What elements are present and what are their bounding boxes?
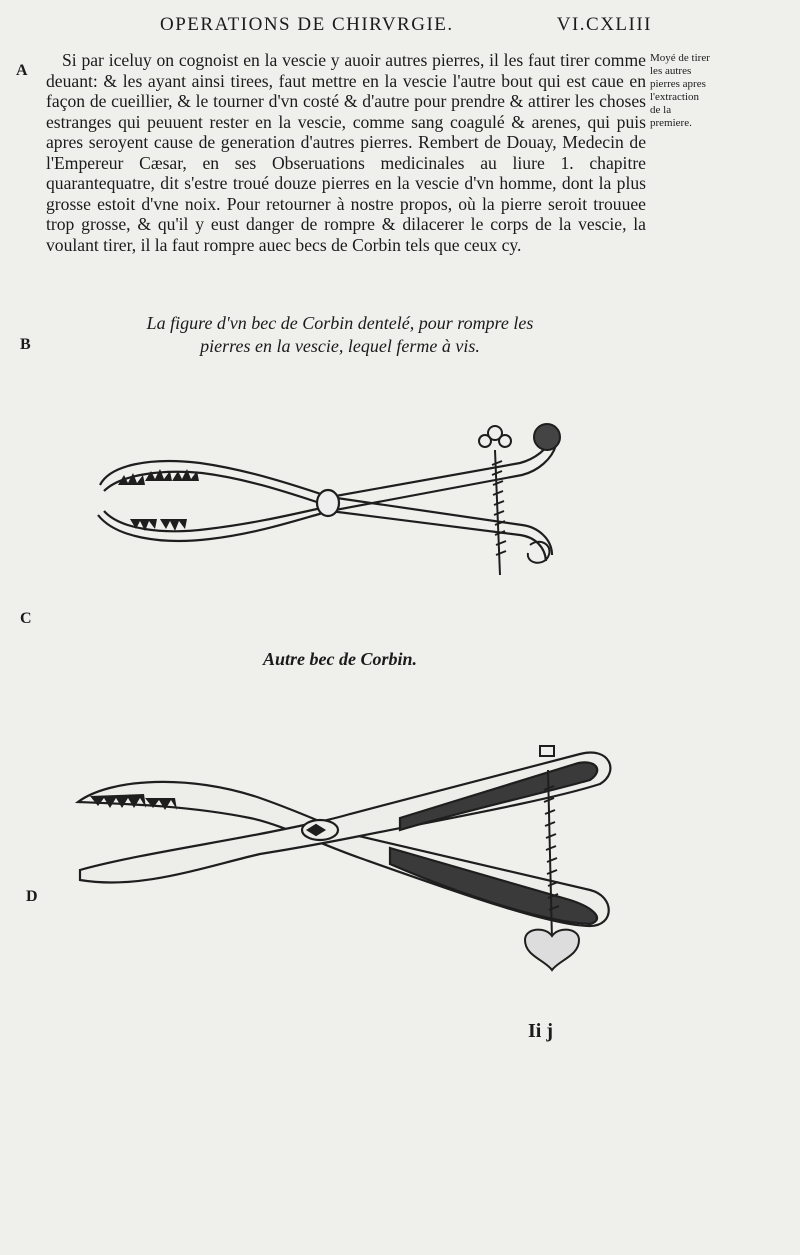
paragraph-text: Si par iceluy on cognoist en la vescie y auoir autres pierres, il les faut tirer comme deuant: & les ayant ainsi tirees, faut mettre en la vescie l'autre bout qui est caue en façon de cueillier, & le tourner d'vn costé & d'autre pour prendre & attirer les choses estranges qui peuuent rester en la vescie, comme sang coagulé & arenes, qui puis apres seroyent cause de generation d'autres pierres. Rembert de Douay, Medecin de l'Empereur Cæsar, en ses Obseruations medicinales au liure 1. chapitre quarantequatre, dit s'estre troué douze pierres en la vescie d'vn homme, dont la plus grosse estoit d'vne noix. Pour retourner à nostre propos, où la pierre seroit trouuee trop grosse, & qu'il y eust danger de rompre & dilacerer le corps de la vescie, la voulant tirer, il la faut rompre auec becs de Corbin tels que ceux cy.: [46, 50, 646, 255]
margin-letter-b: B: [20, 336, 31, 353]
figure-crows-beak: [70, 740, 620, 985]
caption-1-line-2: pierres en la vescie, lequel ferme à vis.: [200, 336, 480, 356]
running-header: [160, 14, 680, 36]
figure-caption-2: Autre bec de Corbin.: [262, 649, 417, 669]
margin-letter-d: D: [26, 888, 38, 905]
figure-toothed-forceps: [90, 415, 580, 590]
signature-mark: Ii j: [528, 1020, 553, 1042]
margin-letter-a: A: [16, 62, 28, 79]
header-title: OPERATIONS DE CHIRVRGIE.: [160, 14, 454, 35]
folio-number: VI.CXLIII: [556, 14, 652, 35]
margin-note: Moyé de tirer les autres pierres apres l'extraction de la premiere.: [650, 52, 710, 129]
body-paragraph: [46, 50, 646, 255]
margin-letter-c: C: [20, 610, 32, 627]
figure-caption-1: [120, 312, 560, 358]
caption-1-line-1: La figure d'vn bec de Corbin dentelé, pour rompre les: [146, 313, 534, 333]
